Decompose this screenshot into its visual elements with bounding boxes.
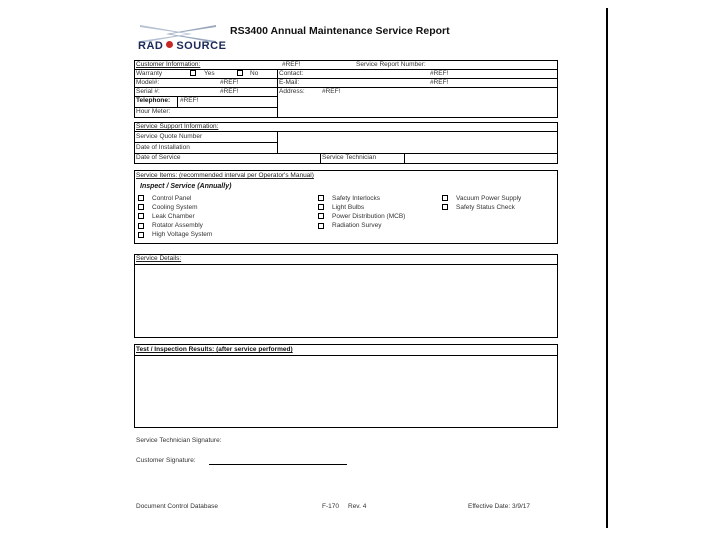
service-item-label: Radiation Survey [332, 222, 382, 230]
serial-value: #REF! [220, 88, 239, 95]
service-item-label: Leak Chamber [152, 212, 195, 220]
footer-database: Document Control Database [136, 503, 219, 510]
service-item-checkbox[interactable] [138, 213, 144, 219]
warranty-label: Warranty [136, 70, 163, 77]
model-label: Model#: [136, 79, 160, 86]
telephone-label: Telephone: [136, 97, 171, 104]
service-item-checkbox[interactable] [318, 204, 324, 210]
customer-info-heading: Customer Information: [136, 61, 201, 68]
service-item-label: Light Bulbs [332, 203, 365, 211]
service-item-checkbox[interactable] [442, 195, 448, 201]
address-value: #REF! [322, 88, 341, 95]
service-item-label: High Voltage System [152, 231, 213, 239]
test-inspection-note: (after service performed) [216, 346, 293, 353]
service-quote-label: Service Quote Number [136, 133, 203, 140]
service-item-checkbox[interactable] [138, 204, 144, 210]
footer-effective-date: Effective Date: 3/9/17 [468, 503, 531, 510]
service-item-checkbox[interactable] [442, 204, 448, 210]
footer-form-number: F-170 [322, 503, 339, 510]
service-item-checkbox[interactable] [318, 223, 324, 229]
service-item-label: Rotator Assembly [152, 222, 203, 230]
service-item-label: Safety Status Check [456, 203, 515, 211]
address-label: Address: [279, 88, 305, 95]
service-item-label: Safety Interlocks [332, 194, 381, 202]
installation-date-label: Date of Installation [136, 144, 190, 151]
serial-label: Serial #: [136, 88, 160, 95]
warranty-no-label: No [250, 70, 259, 77]
service-item-label: Cooling System [152, 203, 198, 211]
warranty-yes-label: Yes [204, 70, 215, 77]
service-report-document [132, 18, 558, 518]
hour-meter-label: Hour Meter: [136, 108, 171, 115]
service-items-heading: Service Items: (recommended interval per Operator's Manual) [136, 172, 314, 179]
service-item-checkbox[interactable] [138, 195, 144, 201]
customer-signature-line[interactable] [209, 464, 347, 465]
footer-revision: Rev. 4 [348, 503, 367, 510]
model-value: #REF! [220, 79, 239, 86]
service-item-checkbox[interactable] [318, 195, 324, 201]
service-details-heading: Service Details: [136, 255, 182, 262]
service-support-heading: Service Support Information: [136, 123, 219, 130]
service-item-checkbox[interactable] [318, 213, 324, 219]
customer-signature-label: Customer Signature: [136, 457, 196, 464]
company-logo [136, 24, 227, 58]
test-inspection-heading: Test / Inspection Results: (after service performed) [136, 346, 293, 353]
technician-signature-label: Service Technician Signature: [136, 437, 222, 444]
service-report-number-label: Service Report Number: [356, 61, 426, 68]
telephone-value: #REF! [180, 97, 199, 104]
email-label: E-Mail: [279, 79, 300, 86]
contact-label: Contact: [279, 70, 304, 77]
service-item-checkbox[interactable] [138, 232, 144, 238]
email-value: #REF! [430, 79, 449, 86]
warranty-no-checkbox[interactable] [237, 70, 243, 76]
test-inspection-section [134, 344, 558, 428]
contact-value: #REF! [430, 70, 449, 77]
service-details-section [134, 254, 558, 338]
service-item-label: Power Distribution (MCB) [332, 212, 406, 220]
service-item-label: Vacuum Power Supply [456, 194, 522, 202]
service-item-label: Control Panel [152, 194, 192, 202]
service-technician-label: Service Technician [322, 154, 377, 161]
logo-dot-icon [166, 41, 173, 48]
page-border-line [606, 8, 608, 528]
logo-text: RAD SOURCE [138, 40, 227, 52]
service-item-checkbox[interactable] [138, 223, 144, 229]
inspect-service-subheading: Inspect / Service (Annually) [140, 183, 232, 190]
customer-name-value: #REF! [282, 61, 301, 68]
warranty-yes-checkbox[interactable] [190, 70, 196, 76]
service-items-note: (recommended interval per Operator's Manual) [179, 172, 314, 179]
service-date-label: Date of Service [136, 154, 181, 161]
report-title: RS3400 Annual Maintenance Service Report [230, 25, 450, 37]
